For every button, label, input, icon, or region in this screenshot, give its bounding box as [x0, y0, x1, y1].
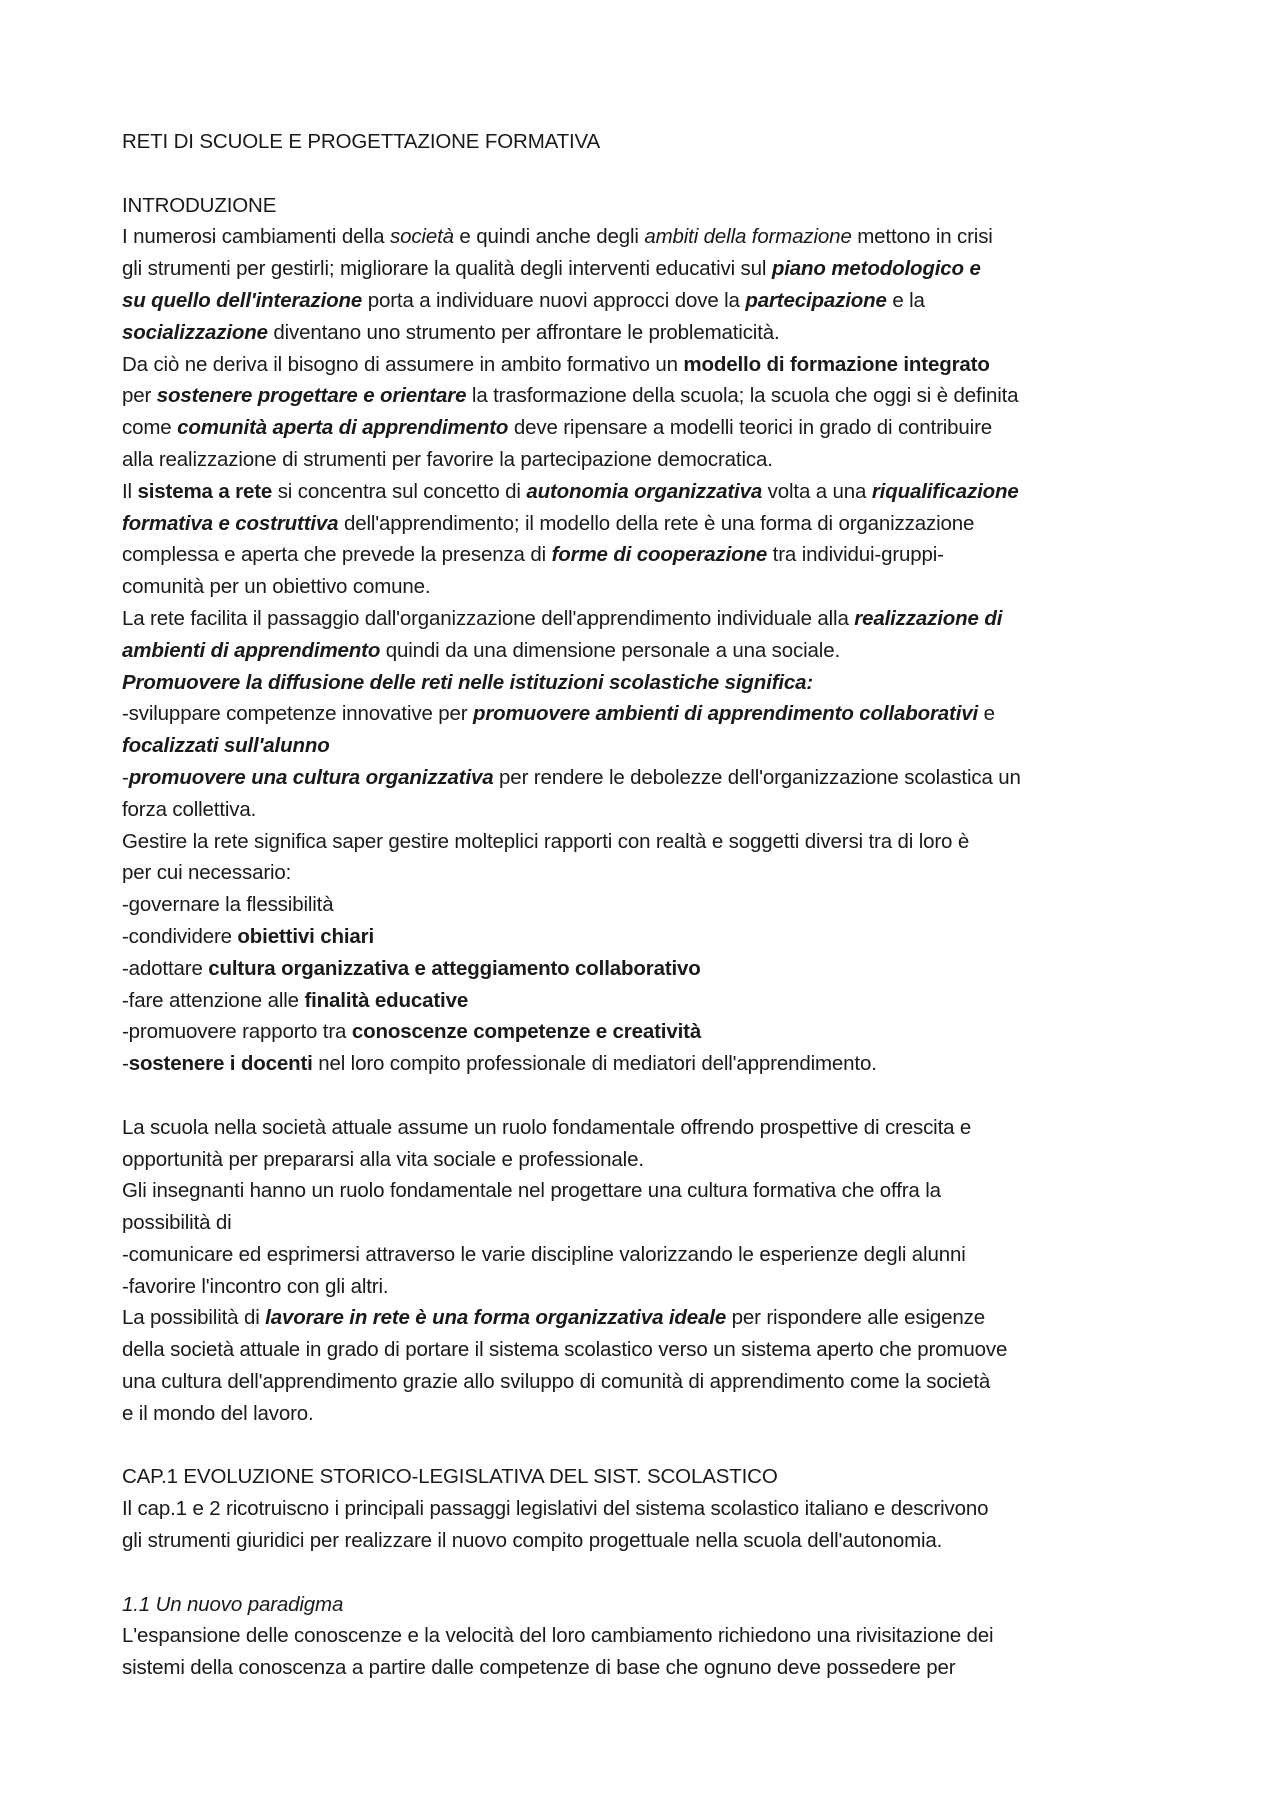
text-line: [122, 667, 1182, 699]
text-run: Gestire la rete significa saper gestire molteplici rapporti con realtà e soggetti diversi tra di loro è: [122, 829, 970, 853]
text-line: [122, 190, 1182, 222]
bold-italic-text: Promuovere la diffusione delle reti nelle istituzioni scolastiche significa:: [122, 670, 814, 694]
bold-italic-text: realizzazione di: [854, 606, 1003, 630]
text-line: [122, 1048, 1182, 1080]
text-run: per rispondere alle esigenze: [726, 1306, 985, 1330]
blank-line: [122, 1080, 1182, 1112]
text-line: [122, 1398, 1182, 1430]
text-run: volta a una: [762, 479, 872, 503]
blank-line: [122, 1557, 1182, 1589]
text-line: [122, 380, 1182, 412]
text-line: [122, 571, 1182, 603]
blank-line: [122, 158, 1182, 190]
bold-italic-text: promuovere ambienti di apprendimento collaborativi: [472, 702, 979, 726]
text-run: alla realizzazione di strumenti per favorire la partecipazione democratica.: [122, 447, 773, 471]
bold-italic-text: socializzazione: [122, 320, 268, 344]
text-run: della società attuale in grado di portare il sistema scolastico verso un sistema aperto che promuove: [122, 1338, 1008, 1362]
bold-text: cultura organizzativa e atteggiamento collaborativo: [208, 956, 701, 980]
text-run: e quindi anche degli: [453, 225, 645, 249]
text-line: [122, 603, 1182, 635]
bold-italic-text: focalizzati sull'alunno: [122, 734, 330, 758]
text-run: per rendere le debolezze dell'organizzazione scolastica un: [493, 765, 1021, 789]
text-run: gli strumenti giuridici per realizzare il nuovo compito progettuale nella scuola dell'autonomia.: [122, 1529, 943, 1553]
text-run: -condividere: [122, 924, 238, 948]
text-line: [122, 730, 1182, 762]
text-run: e la: [886, 288, 925, 312]
text-run: -governare la flessibilità: [122, 893, 334, 917]
text-run: si concentra sul concetto di: [272, 479, 527, 503]
text-line: [122, 794, 1182, 826]
text-run: -fare attenzione alle: [122, 988, 305, 1012]
text-run: -promuovere rapporto tra: [122, 1020, 352, 1044]
bold-italic-text: autonomia organizzativa: [526, 479, 763, 503]
text-line: [122, 826, 1182, 858]
text-line: [122, 508, 1182, 540]
text-run: RETI DI SCUOLE E PROGETTAZIONE FORMATIVA: [122, 130, 601, 153]
text-run: opportunità per prepararsi alla vita sociale e professionale.: [122, 1147, 644, 1171]
text-run: -: [122, 765, 129, 789]
bold-italic-text: su quello dell'interazione: [122, 288, 363, 312]
text-run: L'espansione delle conoscenze e la velocità del loro cambiamento richiedono una rivisitazione dei: [122, 1624, 994, 1648]
text-line: [122, 921, 1182, 953]
text-run: come: [122, 416, 178, 440]
text-line: [122, 285, 1182, 317]
text-run: -comunicare ed esprimersi attraverso le varie discipline valorizzando le esperienze degli alunni: [122, 1242, 966, 1266]
text-run: nel loro compito professionale di mediatori dell'apprendimento.: [312, 1052, 877, 1076]
text-line: [122, 857, 1182, 889]
bold-text: conoscenze competenze e creatività: [351, 1020, 702, 1044]
text-line: [122, 317, 1182, 349]
blank-line: [122, 1430, 1182, 1462]
document-title: [122, 126, 1182, 158]
text-line: [122, 539, 1182, 571]
text-line: [122, 253, 1182, 285]
text-run: comunità per un obiettivo comune.: [122, 575, 431, 599]
text-line: [122, 1334, 1182, 1366]
text-run: possibilità di: [122, 1211, 232, 1235]
bold-italic-text: formativa e costruttiva: [122, 511, 339, 535]
text-line: [122, 1525, 1182, 1557]
text-line: [122, 1112, 1182, 1144]
bold-text: modello di formazione integrato: [683, 352, 990, 376]
italic-text: società: [389, 225, 454, 249]
text-line: [122, 1620, 1182, 1652]
text-line: [122, 349, 1182, 381]
text-run: la trasformazione della scuola; la scuola che oggi si è definita: [466, 384, 1019, 408]
bold-italic-text: forme di cooperazione: [551, 543, 768, 567]
document-page: [122, 126, 1182, 1684]
text-line: [122, 1461, 1182, 1493]
text-line: [122, 412, 1182, 444]
bold-italic-text: piano metodologico e: [771, 257, 981, 281]
text-run: per cui necessario:: [122, 861, 292, 885]
text-line: [122, 1207, 1182, 1239]
text-run: mettono in crisi: [851, 225, 993, 249]
text-run: -favorire l'incontro con gli altri.: [122, 1274, 389, 1298]
text-line: [122, 1366, 1182, 1398]
text-run: -adottare: [122, 956, 209, 980]
text-run: Da ciò ne deriva il bisogno di assumere in ambito formativo un: [122, 352, 684, 376]
text-run: complessa e aperta che prevede la presenza di: [122, 543, 552, 567]
text-run: tra individui-gruppi-: [767, 543, 944, 567]
bold-italic-text: ambienti di apprendimento: [122, 638, 381, 662]
italic-text: ambiti della formazione: [644, 225, 852, 249]
text-run: forza collettiva.: [122, 797, 257, 821]
text-line: [122, 985, 1182, 1017]
bold-italic-text: promuovere una cultura organizzativa: [128, 765, 494, 789]
text-run: deve ripensare a modelli teorici in grado di contribuire: [508, 416, 993, 440]
text-run: -: [122, 1052, 129, 1076]
text-run: Gli insegnanti hanno un ruolo fondamentale nel progettare una cultura formativa che offra la: [122, 1179, 941, 1203]
text-line: [122, 444, 1182, 476]
text-run: CAP.1 EVOLUZIONE STORICO-LEGISLATIVA DEL SIST. SCOLASTICO: [122, 1465, 778, 1489]
text-run: I numerosi cambiamenti della: [122, 225, 390, 249]
bold-text: sostenere i docenti: [128, 1052, 313, 1076]
text-line: [122, 698, 1182, 730]
text-run: Il: [122, 479, 138, 503]
text-run: Il cap.1 e 2 ricotruiscno i principali passaggi legislativi del sistema scolastico italiano e descrivono: [122, 1497, 989, 1521]
text-run: per: [122, 384, 157, 408]
text-line: [122, 1302, 1182, 1334]
text-run: porta a individuare nuovi approcci dove la: [362, 288, 746, 312]
text-line: [122, 1175, 1182, 1207]
bold-text: obiettivi chiari: [237, 924, 374, 948]
text-line: [122, 1016, 1182, 1048]
text-line: [122, 762, 1182, 794]
text-run: INTRODUZIONE: [122, 193, 277, 217]
text-run: La scuola nella società attuale assume un ruolo fondamentale offrendo prospettive di crescita e: [122, 1115, 972, 1139]
text-run: gli strumenti per gestirli; migliorare la qualità degli interventi educativi sul: [122, 257, 772, 281]
text-line: [122, 476, 1182, 508]
bold-italic-text: riqualificazione: [871, 479, 1019, 503]
text-run: sistemi della conoscenza a partire dalle competenze di base che ognuno deve possedere per: [122, 1656, 956, 1680]
text-run: diventano uno strumento per affrontare le problematicità.: [267, 320, 780, 344]
text-line: [122, 1271, 1182, 1303]
bold-italic-text: sostenere progettare e orientare: [156, 384, 467, 408]
text-line: [122, 953, 1182, 985]
text-line: [122, 1589, 1182, 1621]
text-line: [122, 1652, 1182, 1684]
bold-text: sistema a rete: [137, 479, 273, 503]
text-line: [122, 1144, 1182, 1176]
italic-text: 1.1 Un nuovo paradigma: [122, 1592, 344, 1616]
text-line: [122, 889, 1182, 921]
text-run: e: [978, 702, 995, 726]
bold-italic-text: partecipazione: [745, 288, 887, 312]
text-run: La rete facilita il passaggio dall'organizzazione dell'apprendimento individuale alla: [122, 606, 855, 630]
text-run: La possibilità di: [122, 1306, 266, 1330]
bold-text: finalità educative: [304, 988, 469, 1012]
text-run: dell'apprendimento; il modello della rete è una forma di organizzazione: [338, 511, 975, 535]
bold-italic-text: lavorare in rete è una forma organizzativa ideale: [265, 1306, 727, 1330]
text-line: [122, 221, 1182, 253]
text-run: una cultura dell'apprendimento grazie allo sviluppo di comunità di apprendimento come la società: [122, 1370, 991, 1394]
text-run: quindi da una dimensione personale a una sociale.: [380, 638, 840, 662]
bold-italic-text: comunità aperta di apprendimento: [177, 416, 509, 440]
text-run: e il mondo del lavoro.: [122, 1401, 314, 1425]
text-line: [122, 1239, 1182, 1271]
text-line: [122, 1493, 1182, 1525]
text-line: [122, 635, 1182, 667]
text-run: -sviluppare competenze innovative per: [122, 702, 473, 726]
